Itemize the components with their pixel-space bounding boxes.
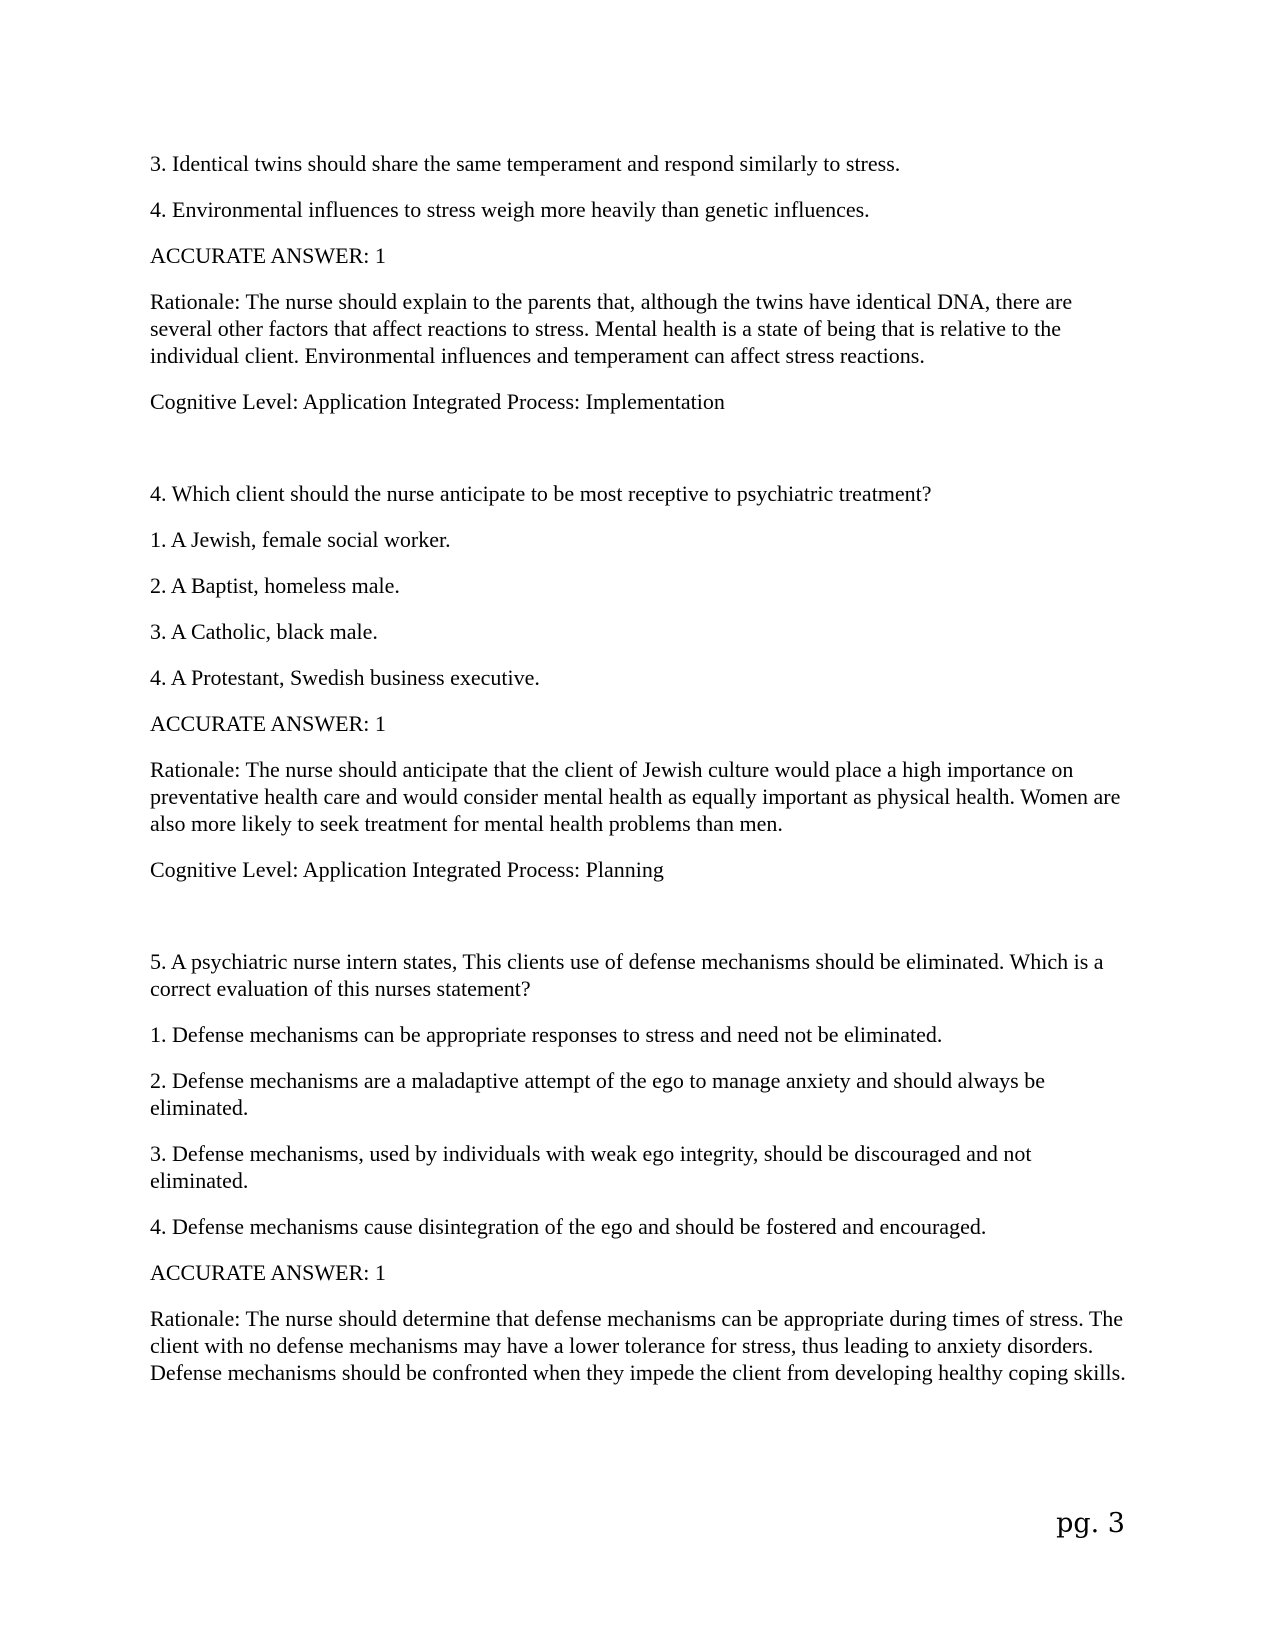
q5-option-2: 2. Defense mechanisms are a maladaptive attempt of the ego to manage anxiety and should always be eliminated. — [150, 1068, 1045, 1120]
q4-option-2: 2. A Baptist, homeless male. — [150, 573, 400, 598]
q3-rationale: Rationale: The nurse should explain to the parents that, although the twins have identical DNA, there are several other factors that affect reactions to stress. Mental health is a state of being that is relative to the individual client. Environmental influences and temperament can affect stress reactions. — [150, 289, 1073, 368]
q4-question: 4. Which client should the nurse anticipate to be most receptive to psychiatric treatment? — [150, 481, 932, 506]
q4-rationale: Rationale: The nurse should anticipate that the client of Jewish culture would place a high importance on preventative health care and would consider mental health as equally important as physical health. Women are also more likely to seek treatment for mental health problems than men. — [150, 757, 1121, 836]
page-number: pg. 3 — [1056, 1508, 1125, 1539]
section-gap — [150, 902, 1130, 948]
q5-option-1: 1. Defense mechanisms can be appropriate responses to stress and need not be eliminated. — [150, 1022, 943, 1047]
q3-option-4: 4. Environmental influences to stress weigh more heavily than genetic influences. — [150, 197, 870, 222]
q3-option-3: 3. Identical twins should share the same temperament and respond similarly to stress. — [150, 151, 901, 176]
section-gap — [150, 434, 1130, 480]
q3-cognitive-level: Cognitive Level: Application Integrated Process: Implementation — [150, 389, 725, 414]
q4-answer: ACCURATE ANSWER: 1 — [150, 711, 386, 736]
q5-answer: ACCURATE ANSWER: 1 — [150, 1260, 386, 1285]
q5-question: 5. A psychiatric nurse intern states, This clients use of defense mechanisms should be eliminated. Which is a correct evaluation of this nurses statement? — [150, 949, 1104, 1001]
q3-answer: ACCURATE ANSWER: 1 — [150, 243, 386, 268]
q5-option-4: 4. Defense mechanisms cause disintegration of the ego and should be fostered and encouraged. — [150, 1214, 987, 1239]
q4-cognitive-level: Cognitive Level: Application Integrated Process: Planning — [150, 857, 664, 882]
q5-rationale: Rationale: The nurse should determine that defense mechanisms can be appropriate during times of stress. The client with no defense mechanisms may have a lower tolerance for stress, thus leading to anxiety disorders. Defense mechanisms should be confronted when they impede the client from developing healthy coping skills. — [150, 1306, 1126, 1385]
q4-option-1: 1. A Jewish, female social worker. — [150, 527, 451, 552]
q4-option-4: 4. A Protestant, Swedish business executive. — [150, 665, 540, 690]
q5-option-3: 3. Defense mechanisms, used by individuals with weak ego integrity, should be discouraged and not eliminated. — [150, 1141, 1032, 1193]
page-content — [150, 150, 1130, 1405]
q4-option-3: 3. A Catholic, black male. — [150, 619, 378, 644]
